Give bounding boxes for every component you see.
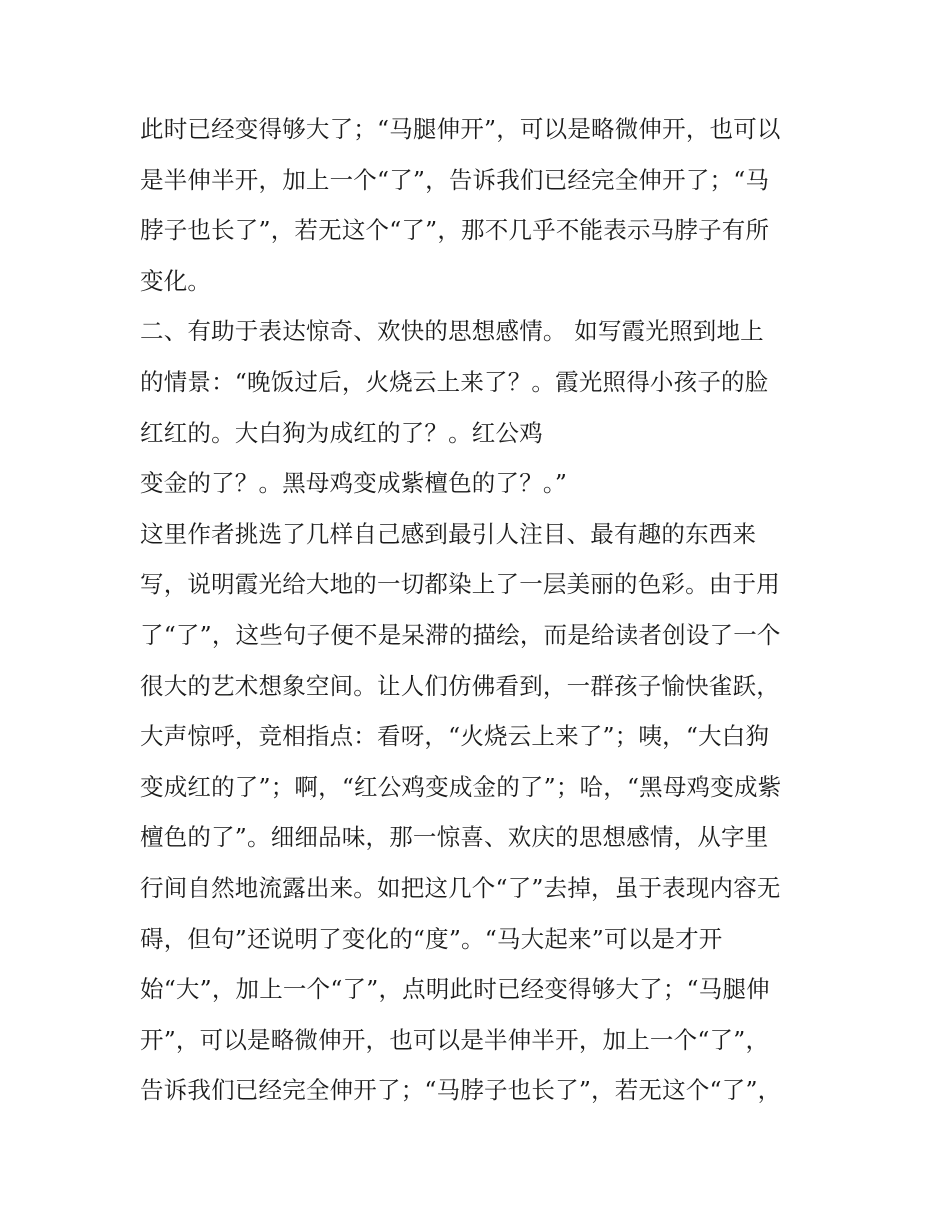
text-line: 变成红的了”；啊，“红公鸡变成金的了”；哈，“黑母鸡变成紫 [140, 772, 782, 801]
text-line: 此时已经变得够大了；“马腿伸开”，可以是略微伸开，也可以 [140, 115, 781, 143]
text-line: 这里作者挑选了几样自己感到最引人注目、最有趣的东西来 [140, 519, 757, 548]
text-line: 檀色的了”。细细品味，那一惊喜、欢庆的思想感情，从字里 [140, 823, 769, 852]
text-line: 红红的。大白狗为成红的了？。红公鸡 [140, 418, 543, 447]
text-line: 二、有助于表达惊奇、欢快的思想感情。 如写霞光照到地上 [140, 317, 764, 346]
text-line: 是半伸半开，加上一个“了”，告诉我们已经完全伸开了；“马 [140, 165, 770, 194]
text-line: 写，说明霞光给大地的一切都染上了一层美丽的色彩。由于用 [140, 570, 780, 599]
text-line: 告诉我们已经完全伸开了；“马脖子也长了”，若无这个“了”， [140, 1076, 782, 1105]
text-line: 行间自然地流露出来。如把这几个“了”去掉，虽于表现内容无 [140, 873, 781, 902]
text-line: 开”，可以是略微伸开，也可以是半伸半开，加上一个“了”， [140, 1025, 770, 1054]
text-line: 了“了”，这些句子便不是呆滞的描绘，而是给读者创设了一个 [140, 620, 781, 649]
text-line: 变化。 [140, 266, 212, 295]
body-text [140, 104, 820, 1116]
text-line: 的情景：“晚饭过后，火烧云上来了？。霞光照得小孩子的脸 [140, 367, 769, 396]
text-line: 很大的艺术想象空间。让人们仿佛看到，一群孩子愉快雀跃， [140, 671, 780, 700]
text-line: 变金的了？。黑母鸡变成紫檀色的了？。” [140, 469, 568, 498]
text-line: 始“大”，加上一个“了”，点明此时已经变得够大了；“马腿伸 [140, 975, 770, 1004]
text-line: 脖子也长了”，若无这个“了”，那不几乎不能表示马脖子有所 [140, 216, 770, 245]
text-line: 大声惊呼，竞相指点：看呀，“火烧云上来了”；咦，“大白狗 [140, 722, 770, 751]
text-line: 碍，但句”还说明了变化的“度”。“马大起来”可以是才开 [140, 924, 723, 953]
